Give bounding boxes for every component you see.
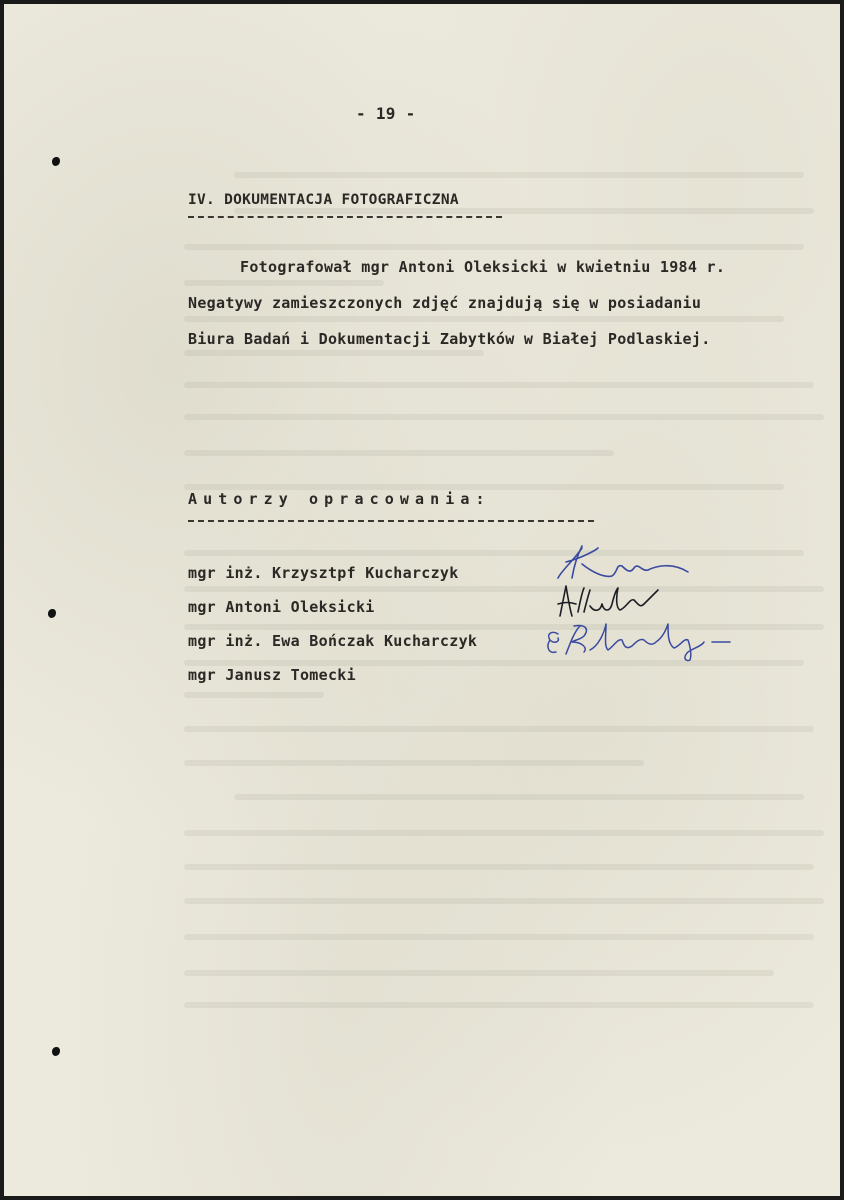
signature-bonczak-kucharczyk <box>544 616 744 664</box>
punch-hole-middle <box>48 609 56 618</box>
section-heading: IV. DOKUMENTACJA FOTOGRAFICZNA <box>188 192 459 208</box>
section-heading-underline <box>188 216 502 218</box>
author-name: mgr inż. Krzysztpf Kucharczyk <box>188 564 459 582</box>
paragraph-line-2: Negatywy zamieszczonych zdjęć znajdują się w posiadaniu <box>188 294 702 312</box>
page-number: - 19 - <box>356 104 416 123</box>
author-name: mgr Janusz Tomecki <box>188 666 356 684</box>
authors-heading-underline <box>188 520 594 522</box>
punch-hole-bottom <box>52 1047 60 1056</box>
authors-heading: Autorzy opracowania: <box>188 490 491 508</box>
paragraph-line-1: Fotografował mgr Antoni Oleksicki w kwietniu 1984 r. <box>240 258 726 276</box>
paragraph-line-3: Biura Badań i Dokumentacji Zabytków w Białej Podlaskiej. <box>188 330 711 348</box>
document-page <box>4 4 840 1196</box>
punch-hole-top <box>52 157 60 166</box>
author-name: mgr inż. Ewa Bończak Kucharczyk <box>188 632 478 650</box>
author-name: mgr Antoni Oleksicki <box>188 598 375 616</box>
